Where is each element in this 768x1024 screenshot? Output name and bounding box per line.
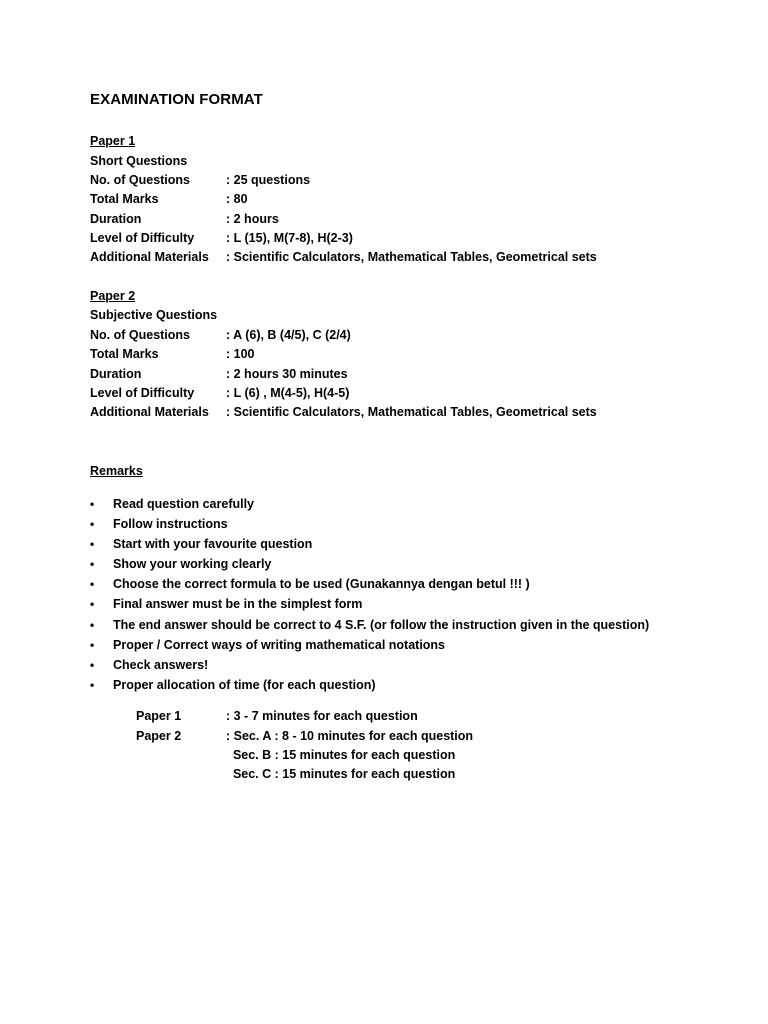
paper2-row-marks (90, 345, 255, 364)
row-label: Level of Difficulty (90, 231, 195, 245)
list-item (90, 615, 649, 635)
row-label: Duration (90, 212, 142, 226)
paper1-type: Short Questions (90, 154, 188, 168)
remarks-heading: Remarks (90, 464, 143, 478)
allocation-label: Paper 1 (136, 709, 182, 723)
remarks-list (90, 494, 649, 695)
row-value: : 80 (226, 192, 248, 206)
allocation-value: : 3 - 7 minutes for each question (226, 709, 418, 723)
paper1-row-questions (90, 171, 310, 190)
list-item-text: Proper allocation of time (for each question) (113, 677, 376, 692)
bullet-icon: • (90, 597, 95, 612)
bullet-icon: • (90, 517, 95, 532)
bullet-icon: • (90, 497, 95, 511)
paper2-heading: Paper 2 (90, 289, 136, 303)
bullet-icon: • (90, 657, 95, 672)
bullet-icon: • (90, 577, 95, 592)
row-label: No. of Questions (90, 328, 190, 342)
row-label: Additional Materials (90, 405, 209, 419)
bullet-icon: • (90, 537, 95, 552)
list-item (90, 514, 649, 534)
row-label: No. of Questions (90, 173, 190, 187)
bullet-icon: • (90, 637, 95, 652)
bullet-icon: • (90, 677, 95, 692)
list-item-text: Follow instructions (113, 517, 228, 532)
row-value: : 2 hours (226, 212, 279, 226)
allocation-row-paper2 (136, 727, 473, 747)
row-label: Total Marks (90, 347, 159, 361)
bullet-icon: • (90, 557, 95, 572)
allocation-value: : Sec. A : 8 - 10 minutes for each question (226, 729, 474, 743)
paper2-row-difficulty (90, 384, 349, 403)
document-title: EXAMINATION FORMAT (90, 91, 263, 108)
list-item (90, 635, 649, 655)
row-value: : L (15), M(7-8), H(2-3) (226, 231, 353, 245)
row-value: : Scientific Calculators, Mathematical Tables, Geometrical sets (226, 405, 597, 419)
list-item (90, 594, 649, 614)
list-item (90, 675, 649, 695)
row-value: : L (6) , M(4-5), H(4-5) (226, 386, 350, 400)
paper1-row-duration (90, 210, 279, 229)
row-value: : 100 (226, 347, 255, 361)
allocation-row-sec-c (136, 765, 455, 785)
paper2-row-questions (90, 326, 351, 345)
list-item-text: Check answers! (113, 657, 209, 672)
paper2-row-materials (90, 403, 597, 422)
list-item (90, 494, 649, 514)
list-item-text: Final answer must be in the simplest form (113, 597, 363, 612)
row-value: : A (6), B (4/5), C (2/4) (226, 328, 351, 342)
allocation-label: Paper 2 (136, 729, 182, 743)
paper2-row-duration (90, 365, 348, 384)
row-label: Additional Materials (90, 250, 209, 264)
bullet-icon: • (90, 617, 95, 632)
row-value: : 2 hours 30 minutes (226, 367, 348, 381)
list-item (90, 534, 649, 554)
paper1-row-marks (90, 190, 248, 209)
row-label: Duration (90, 367, 142, 381)
row-value: : Scientific Calculators, Mathematical Tables, Geometrical sets (226, 250, 597, 264)
list-item-text: Proper / Correct ways of writing mathematical notations (113, 637, 446, 652)
allocation-value: Sec. B : 15 minutes for each question (226, 748, 456, 762)
paper1-row-materials (90, 248, 597, 267)
list-item-text: Choose the correct formula to be used (Gunakannya dengan betul !!! ) (113, 577, 530, 592)
row-label: Level of Difficulty (90, 386, 195, 400)
allocation-row-sec-b (136, 746, 455, 766)
list-item (90, 574, 649, 594)
list-item (90, 554, 649, 574)
paper1-heading: Paper 1 (90, 134, 136, 148)
allocation-row-paper1 (136, 707, 418, 727)
list-item-text: Read question carefully (113, 497, 255, 511)
paper2-type: Subjective Questions (90, 308, 218, 322)
list-item (90, 655, 649, 675)
paper1-row-difficulty (90, 229, 353, 248)
list-item-text: The end answer should be correct to 4 S.F. (or follow the instruction given in the question) (113, 617, 650, 632)
row-label: Total Marks (90, 192, 159, 206)
list-item-text: Show your working clearly (113, 557, 272, 572)
row-value: : 25 questions (226, 173, 311, 187)
allocation-value: Sec. C : 15 minutes for each question (226, 767, 456, 781)
list-item-text: Start with your favourite question (113, 537, 313, 552)
